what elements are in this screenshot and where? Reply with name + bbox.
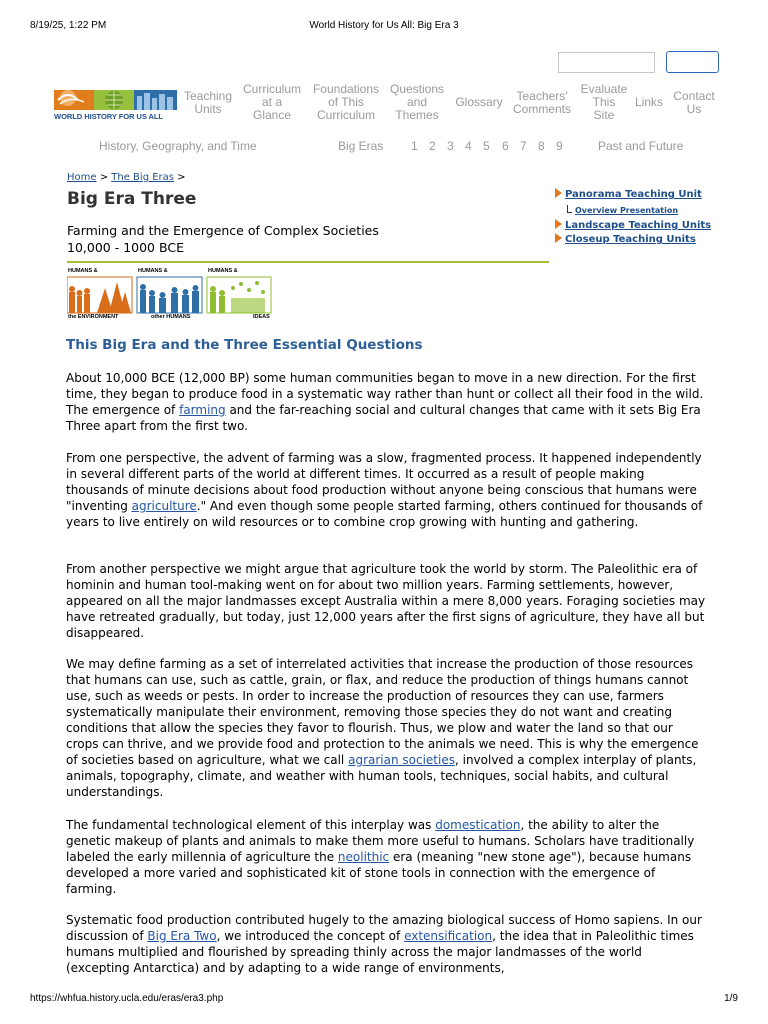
domestication-link[interactable]: domestication (435, 818, 521, 832)
theme-top-label: HUMANS & (68, 268, 98, 274)
humans-ideas-icon (207, 277, 271, 313)
nav-evaluate-this-site[interactable] (576, 83, 632, 122)
search-input[interactable] (558, 52, 655, 73)
paragraph-text: We may define farming as a set of interrelated activities that increase the production of those resources that humans can use, such as cattle, grain, or flax, and reduce the production of things humans cannot use, such as weeds or pests. In order to increase the production of resources they can use, farmers systematically manipulate their environment, removing those species they do not want and creating conditions that allow the species they favor to flourish. Thus, we plow and water the land so that our crops can thrive, and we provide food and protection to the animals we need. This is why the emergence of societies based on agriculture, what we call (66, 657, 699, 767)
nav-label-line: Evaluate (580, 82, 628, 96)
nav-label-line: Teachers' (516, 89, 568, 103)
nav-teachers-comments[interactable] (509, 90, 575, 116)
paragraph-text: , involved a complex interplay of plants, animals, topography, climate, and weather with human tools, techniques, social habits, and cultural understandings. (66, 753, 697, 799)
subnav-era-9[interactable]: 9 (556, 139, 563, 153)
landscape-teaching-units-link[interactable] (555, 219, 711, 231)
subnav-era-5[interactable]: 5 (483, 139, 490, 153)
paragraph (66, 817, 706, 897)
nav-label-line: Teaching (183, 89, 233, 103)
site-logo[interactable] (54, 86, 177, 124)
arrow-right-icon (555, 188, 562, 198)
farming-link[interactable]: farming (179, 403, 226, 417)
nav-label-line: Themes (395, 108, 439, 122)
paragraph-text: Systematic food production contributed hugely to the amazing biological success of Homo sapiens. In our discussion of (66, 913, 702, 943)
nav-glossary[interactable] (449, 96, 509, 109)
nav-label-line: Us (686, 102, 702, 116)
nav-label-line: at a (261, 95, 282, 109)
nav-label-line: Questions (389, 82, 445, 96)
paragraph-text: From one perspective, the advent of farming was a slow, fragmented process. It happened independently in several different parts of the world at different times. It occurred as a result of people making thousands of minute decisions about food production without anyone being conscious that humans were "inventing (66, 451, 702, 513)
side-link-label: Panorama Teaching Unit (565, 189, 702, 200)
subnav-history-geography-time[interactable]: History, Geography, and Time (99, 139, 257, 153)
theme-bottom-label: other HUMANS (151, 314, 191, 320)
print-page-number: 1/9 (724, 993, 738, 1004)
nav-label-line: Site (593, 108, 615, 122)
nav-label-line: Curriculum (316, 108, 375, 122)
side-link-label: Overview Presentation (575, 206, 679, 215)
paragraph-text: ." And even though some people started farming, others continued for thousands of years to live entirely on wild resources or to combine crop growing with hunting and gathering. (66, 499, 703, 529)
essential-questions-images (67, 268, 272, 322)
arrow-right-icon (555, 233, 562, 243)
extensification-link[interactable]: extensification (404, 929, 493, 943)
agrarian-societies-link[interactable]: agrarian societies (348, 753, 455, 767)
print-url: https://whfua.history.ucla.edu/eras/era3.php (30, 993, 224, 1004)
nav-label-line: This (592, 95, 616, 109)
paragraph: From another perspective we might argue that agriculture took the world by storm. The Paleolithic era of hominin and human tool-making went on for about two million years. Farming settlements, however, appeared on all the major landmasses except Australia within a mere 8,000 years. Foraging societies may have retreated gradually, but today, just 12,000 years after the first signs of agriculture, they have all but disappeared. (66, 562, 706, 640)
print-footer (30, 993, 738, 1007)
subnav-era-7[interactable]: 7 (520, 139, 527, 153)
paragraph-text: , the idea that in Paleolithic times humans multiplied and flourished by spreading thinly across the major landmasses of the world (excepting Antarctica) and by adapting to a wide range of environments, (66, 929, 694, 975)
subnav-era-2[interactable]: 2 (429, 139, 436, 153)
era-dates: 10,000 - 1000 BCE (67, 240, 184, 255)
nav-foundations[interactable] (307, 83, 385, 122)
paragraph-text: The fundamental technological element of this interplay was (66, 818, 436, 832)
print-datetime: 8/19/25, 1:22 PM (30, 20, 107, 31)
agriculture-link[interactable]: agriculture (131, 499, 197, 513)
print-header (30, 20, 738, 34)
subnav-era-4[interactable]: 4 (465, 139, 472, 153)
nav-label-line: of This (328, 95, 364, 109)
subnav-era-1[interactable]: 1 (411, 139, 418, 153)
page-subtitle (67, 222, 379, 256)
era-subtitle: Farming and the Emergence of Complex Societies (67, 223, 379, 238)
panorama-teaching-unit-link[interactable] (555, 188, 702, 200)
title-divider (67, 261, 549, 263)
nav-label-line: and (406, 95, 428, 109)
subnav-past-and-future[interactable]: Past and Future (598, 139, 684, 153)
big-era-two-link[interactable]: Big Era Two (147, 929, 217, 943)
arrow-right-icon (555, 219, 562, 229)
page-title: Big Era Three (67, 189, 197, 209)
tree-elbow-icon (567, 205, 572, 213)
search-button[interactable] (666, 51, 719, 73)
theme-top-label: HUMANS & (208, 268, 238, 274)
subnav-big-eras[interactable]: Big Eras (338, 139, 384, 153)
side-link-label: Landscape Teaching Units (565, 220, 712, 231)
nav-teaching-units[interactable] (178, 90, 238, 116)
nav-label-line: Foundations (312, 82, 380, 96)
closeup-teaching-units-link[interactable] (555, 233, 696, 245)
nav-label-line: Curriculum (242, 82, 301, 96)
theme-bottom-label: the ENVIRONMENT (68, 314, 119, 320)
logo-icon (54, 86, 177, 112)
nav-label-line: Contact (673, 89, 715, 103)
print-title: World History for Us All: Big Era 3 (309, 20, 459, 31)
subnav-era-8[interactable]: 8 (538, 139, 545, 153)
breadcrumb-separator: > (174, 172, 186, 183)
nav-questions-and-themes[interactable] (386, 83, 448, 122)
breadcrumb-big-eras[interactable]: The Big Eras (111, 172, 174, 183)
humans-other-humans-icon (137, 277, 202, 313)
theme-top-label: HUMANS & (138, 268, 168, 274)
theme-bottom-label: IDEAS (253, 314, 270, 320)
subnav-era-3[interactable]: 3 (447, 139, 454, 153)
subnav-era-6[interactable]: 6 (502, 139, 509, 153)
nav-label-line: Links (634, 95, 663, 109)
nav-label-line: Glossary (455, 95, 503, 109)
nav-curriculum-at-a-glance[interactable] (238, 83, 306, 122)
breadcrumb-separator: > (96, 172, 112, 183)
nav-label-line: Comments (512, 102, 571, 116)
nav-contact-us[interactable] (667, 90, 721, 116)
paragraph-text: About 10,000 BCE (12,000 BP) some human communities began to move in a new direction. For the first time, they began to produce food in a systematic way rather than hunt or collect all their food in the wild. The emergence of (66, 371, 704, 417)
breadcrumb-home[interactable]: Home (67, 172, 97, 183)
logo-text: WORLD HISTORY FOR US ALL (54, 112, 163, 121)
paragraph (66, 450, 706, 530)
humans-environment-icon (67, 277, 132, 313)
nav-label-line: Glance (252, 108, 292, 122)
nav-links[interactable] (632, 96, 666, 109)
paragraph-text: era (meaning "new stone age"), because humans developed a more varied and sophisticated kit of stone tools in connection with the emergence of farming. (66, 850, 692, 896)
neolithic-link[interactable]: neolithic (337, 850, 390, 864)
side-link-label: Closeup Teaching Units (565, 234, 696, 245)
paragraph (66, 370, 706, 434)
paragraph (66, 912, 706, 976)
paragraph-text: and the far-reaching social and cultural changes that came with it sets Big Era Three apart from the first two. (66, 403, 701, 433)
nav-label-line: Units (194, 102, 222, 116)
paragraph-text: , we introduced the concept of (216, 929, 405, 943)
section-heading: This Big Era and the Three Essential Questions (66, 337, 423, 353)
overview-presentation-link[interactable] (567, 205, 678, 215)
breadcrumb (67, 172, 186, 183)
paragraph-text: , the ability to alter the genetic makeup of plants and animals to make them more useful to humans. Scholars have traditionally labeled the early millennia of agriculture the (66, 818, 695, 864)
paragraph (66, 656, 706, 800)
